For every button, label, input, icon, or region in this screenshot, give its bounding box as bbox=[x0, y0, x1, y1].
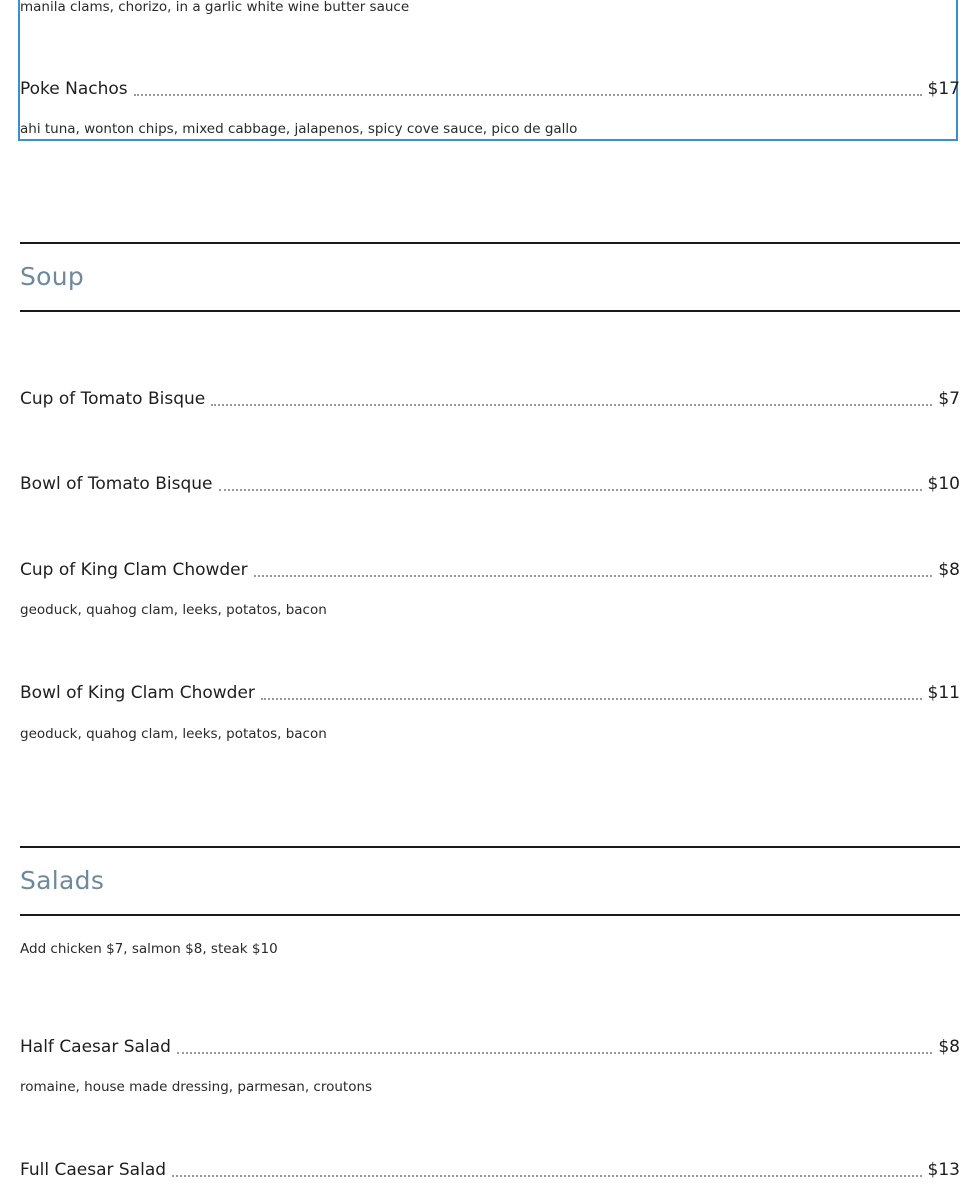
menu-item-description: ahi tuna, wonton chips, mixed cabbage, jalapenos, spicy cove sauce, pico de gallo bbox=[20, 121, 578, 137]
menu-item-bowl-tomato-bisque[interactable] bbox=[20, 471, 960, 495]
clams-item-description: manila clams, chorizo, in a garlic white wine butter sauce bbox=[20, 0, 410, 15]
menu-item-half-caesar[interactable] bbox=[20, 1034, 960, 1058]
dotted-leader bbox=[177, 1052, 932, 1054]
menu-item-price: $7 bbox=[938, 389, 960, 409]
menu-item-name: Poke Nachos bbox=[20, 79, 128, 99]
menu-item-price: $10 bbox=[927, 474, 960, 494]
section-divider-bottom bbox=[20, 310, 960, 312]
menu-item-description: geoduck, quahog clam, leeks, potatos, bacon bbox=[20, 602, 327, 618]
menu-item-cup-tomato-bisque[interactable] bbox=[20, 386, 960, 410]
dotted-leader bbox=[254, 575, 933, 577]
menu-item-name: Cup of King Clam Chowder bbox=[20, 560, 248, 580]
dotted-leader bbox=[261, 698, 922, 700]
dotted-leader bbox=[172, 1175, 922, 1177]
menu-item-price: $8 bbox=[938, 560, 960, 580]
menu-item-name: Full Caesar Salad bbox=[20, 1160, 167, 1180]
menu-item-name: Cup of Tomato Bisque bbox=[20, 389, 206, 409]
menu-item-price: $11 bbox=[927, 683, 960, 703]
menu-item-price: $8 bbox=[938, 1037, 960, 1057]
menu-item-name: Bowl of King Clam Chowder bbox=[20, 683, 255, 703]
dotted-leader bbox=[219, 489, 922, 491]
section-title-salads: Salads bbox=[20, 866, 105, 895]
section-divider-bottom bbox=[20, 914, 960, 916]
menu-item-description: geoduck, quahog clam, leeks, potatos, bacon bbox=[20, 726, 327, 742]
menu-item-poke-nachos[interactable] bbox=[20, 76, 960, 100]
section-divider-top bbox=[20, 242, 960, 244]
dotted-leader bbox=[134, 94, 922, 96]
section-note: Add chicken $7, salmon $8, steak $10 bbox=[20, 941, 278, 957]
menu-item-price: $13 bbox=[927, 1160, 960, 1180]
menu-item-bowl-clam-chowder[interactable] bbox=[20, 680, 960, 704]
menu-item-full-caesar[interactable] bbox=[20, 1157, 960, 1181]
section-divider-top bbox=[20, 846, 960, 848]
menu-item-name: Half Caesar Salad bbox=[20, 1037, 171, 1057]
section-title-soup: Soup bbox=[20, 262, 85, 291]
menu-item-description: romaine, house made dressing, parmesan, croutons bbox=[20, 1079, 373, 1095]
dotted-leader bbox=[211, 404, 932, 406]
menu-item-cup-clam-chowder[interactable] bbox=[20, 557, 960, 581]
menu-item-price: $17 bbox=[927, 79, 960, 99]
menu-item-name: Bowl of Tomato Bisque bbox=[20, 474, 213, 494]
